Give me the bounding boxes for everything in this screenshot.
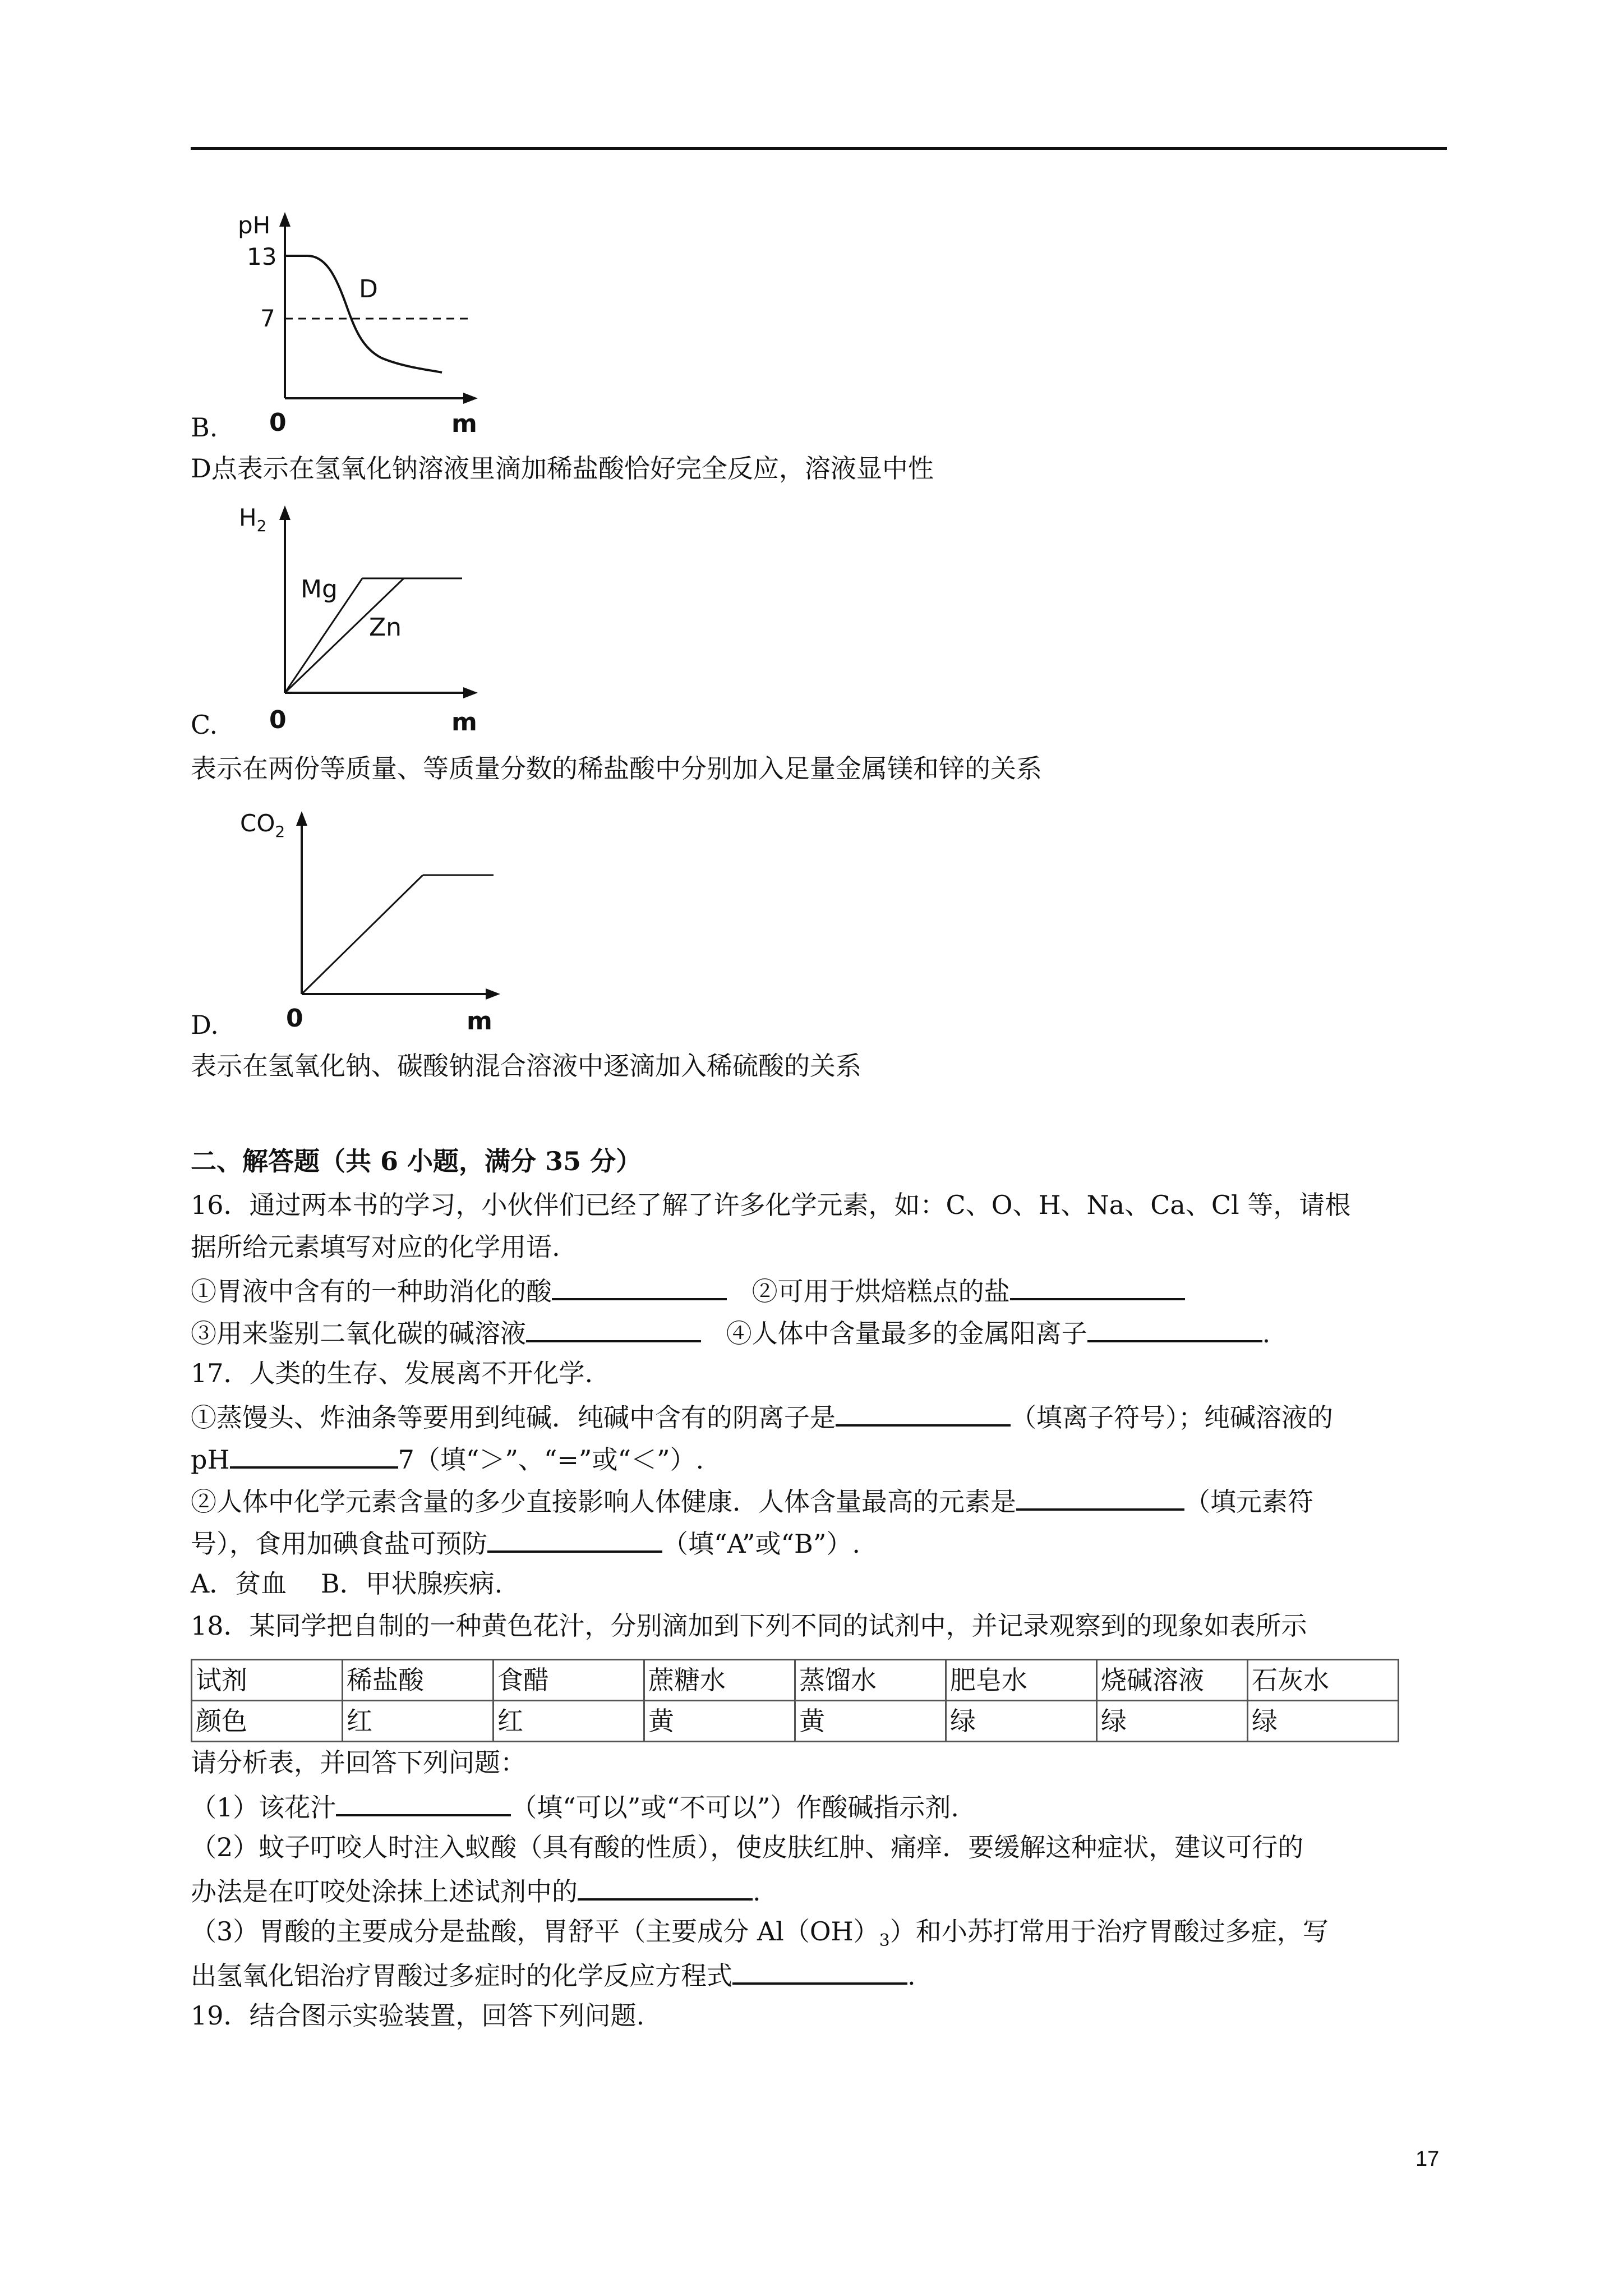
q17-line1: 17．人类的生存、发展离不开化学. (191, 1358, 593, 1388)
fig-c-option-label: C. (191, 710, 218, 740)
q17-sub1 (191, 1398, 1333, 1434)
table-cell: 黄 (795, 1701, 946, 1742)
q16-item4: ④人体中含量最多的金属阳离子 (726, 1318, 1087, 1349)
q17-s1b: （填离子符号）；纯碱溶液的 (1011, 1402, 1333, 1433)
table-cell: 绿 (1097, 1701, 1248, 1742)
fig-b-ylabel: pH (238, 211, 271, 239)
figure-b-ph-graph (191, 208, 505, 443)
q16-row1 (191, 1272, 1185, 1308)
q18-p3d: . (907, 1961, 916, 1991)
q18-blank2[interactable] (578, 1872, 753, 1901)
fig-b-ytick-13: 13 (247, 243, 277, 270)
table-cell: 颜色 (192, 1701, 343, 1742)
fig-d-caption: 表示在氢氧化钠、碳酸钠混合溶液中逐滴加入稀硫酸的关系 (191, 1051, 861, 1081)
table-cell: 红 (494, 1701, 644, 1742)
q17-sub3 (191, 1483, 1313, 1519)
q18-p1b: （填“可以”或“不可以”）作酸碱指示剂. (511, 1792, 959, 1823)
fig-d-option-label: D. (191, 1010, 219, 1040)
q17-s4b: （填“A”或“B”）. (662, 1529, 860, 1559)
q16-blank3[interactable] (526, 1314, 701, 1342)
q18-intro: 请分析表，并回答下列问题： (191, 1747, 526, 1778)
fig-b-ytick-7: 7 (260, 305, 275, 332)
q16-blank1[interactable] (552, 1272, 727, 1300)
q17-blank3[interactable] (1016, 1483, 1184, 1511)
fig-d-axis-row (191, 1008, 219, 1042)
q16-item3: ③用来鉴别二氧化碳的碱溶液 (191, 1318, 526, 1349)
table-cell: 蒸馏水 (795, 1660, 946, 1701)
q17-s1a: ①蒸馒头、炸油条等要用到纯碱．纯碱中含有的阴离子是 (191, 1402, 836, 1433)
q17-s2a: pH (191, 1444, 230, 1475)
fig-b-point-label: D (359, 275, 378, 303)
q16-blank2[interactable] (1010, 1272, 1185, 1300)
fig-c-line-mg: Mg (301, 575, 338, 604)
q18-p2c: . (753, 1876, 761, 1907)
header-rule (191, 147, 1447, 150)
fig-b-option-label: B. (191, 412, 218, 443)
fig-c-ylabel: $H_2$ (239, 504, 267, 535)
table-cell: 稀盐酸 (343, 1660, 494, 1701)
fig-b-xlabel: m (451, 409, 477, 438)
q18-p1a: （1）该花汁 (191, 1792, 336, 1823)
q17-blank1[interactable] (836, 1398, 1011, 1427)
q16-item1: ①胃液中含有的一种助消化的酸 (191, 1276, 552, 1306)
table-row (192, 1701, 1399, 1742)
fig-b-origin: 0 (269, 408, 287, 437)
table-cell: 红 (343, 1701, 494, 1742)
table-cell: 肥皂水 (946, 1660, 1097, 1701)
q18-p3c: 出氢氧化铝治疗胃酸过多症时的化学反应方程式 (191, 1961, 732, 1991)
page-number: 17 (1415, 2147, 1440, 2171)
table-cell: 绿 (1248, 1701, 1399, 1742)
table-cell: 食醋 (494, 1660, 644, 1701)
fig-c-xlabel: m (451, 708, 477, 737)
q18-p3sub: 3 (879, 1931, 890, 1951)
q17-s4a: 号），食用加碘食盐可预防 (191, 1529, 487, 1559)
q18-p2b: 办法是在叮咬处涂抹上述试剂中的 (191, 1876, 578, 1907)
q17-s3b: （填元素符 (1184, 1487, 1313, 1517)
fig-d-xlabel: m (467, 1007, 492, 1036)
fig-d-origin: 0 (286, 1004, 303, 1033)
table-cell: 烧碱溶液 (1097, 1660, 1248, 1701)
q16-blank4[interactable] (1087, 1314, 1262, 1342)
section-heading: 二、解答题（共 6 小题，满分 35 分） (191, 1146, 642, 1176)
q17-sub4 (191, 1525, 860, 1561)
fig-b-axis-row (191, 411, 218, 444)
table-cell: 蔗糖水 (644, 1660, 795, 1701)
q18-line1: 18．某同学把自制的一种黄色花汁，分别滴加到下列不同的试剂中，并记录观察到的现象如表所示 (191, 1611, 1307, 1641)
fig-c-caption: 表示在两份等质量、等质量分数的稀盐酸中分别加入足量金属镁和锌的关系 (191, 753, 1042, 784)
q18-blank1[interactable] (336, 1788, 511, 1816)
table-cell: 黄 (644, 1701, 795, 1742)
fig-c-axis-row (191, 708, 218, 742)
q18-part1 (191, 1788, 959, 1824)
q19-line1: 19．结合图示实验装置，回答下列问题. (191, 2000, 645, 2031)
q18-part3-line1 (191, 1915, 1329, 1958)
q18-table (191, 1659, 1399, 1742)
q17-sub2 (191, 1441, 704, 1476)
q18-p3a: （3）胃酸的主要成分是盐酸，胃舒平（主要成分 Al（OH） (191, 1916, 879, 1947)
fig-c-origin: 0 (269, 706, 287, 734)
q18-part3-line2 (191, 1957, 916, 1993)
q18-part2-line2 (191, 1872, 761, 1908)
q16-row2 (191, 1314, 1270, 1350)
table-cell: 绿 (946, 1701, 1097, 1742)
q17-blank4[interactable] (487, 1525, 662, 1553)
fig-b-caption: D点表示在氢氧化钠溶液里滴加稀盐酸恰好完全反应，溶液显中性 (191, 453, 934, 484)
q16-line2: 据所给元素填写对应的化学用语. (191, 1232, 560, 1262)
figure-d-co2-graph (191, 797, 538, 1032)
q17-options: A．贫血 B．甲状腺疾病. (191, 1568, 503, 1599)
table-row (192, 1660, 1399, 1701)
q17-s2b: 7（填“＞”、“=”或“＜”）. (398, 1444, 704, 1475)
fig-c-line-zn: Zn (369, 613, 402, 642)
table-cell: 石灰水 (1248, 1660, 1399, 1701)
q16-item2: ②可用于烘焙糕点的盐 (751, 1276, 1010, 1306)
q17-blank2[interactable] (230, 1441, 398, 1469)
q16-line1: 16．通过两本书的学习，小伙伴们已经了解了许多化学元素，如：C、O、H、Na、Ca、Cl 等，请根 (191, 1190, 1351, 1220)
q17-s3a: ②人体中化学元素含量的多少直接影响人体健康．人体含量最高的元素是 (191, 1487, 1016, 1517)
figure-c-h2-graph (191, 496, 505, 732)
q18-blank3[interactable] (732, 1957, 907, 1985)
table-cell: 试剂 (192, 1660, 343, 1701)
q16-end: . (1262, 1318, 1271, 1349)
q18-p3b: ）和小苏打常用于治疗胃酸过多症，写 (889, 1916, 1329, 1947)
q18-part2-line1: （2）蚊子叮咬人时注入蚁酸（具有酸的性质），使皮肤红肿、痛痒．要缓解这种症状，建议可行的 (191, 1832, 1304, 1862)
fig-d-ylabel: $CO_2$ (240, 809, 285, 841)
